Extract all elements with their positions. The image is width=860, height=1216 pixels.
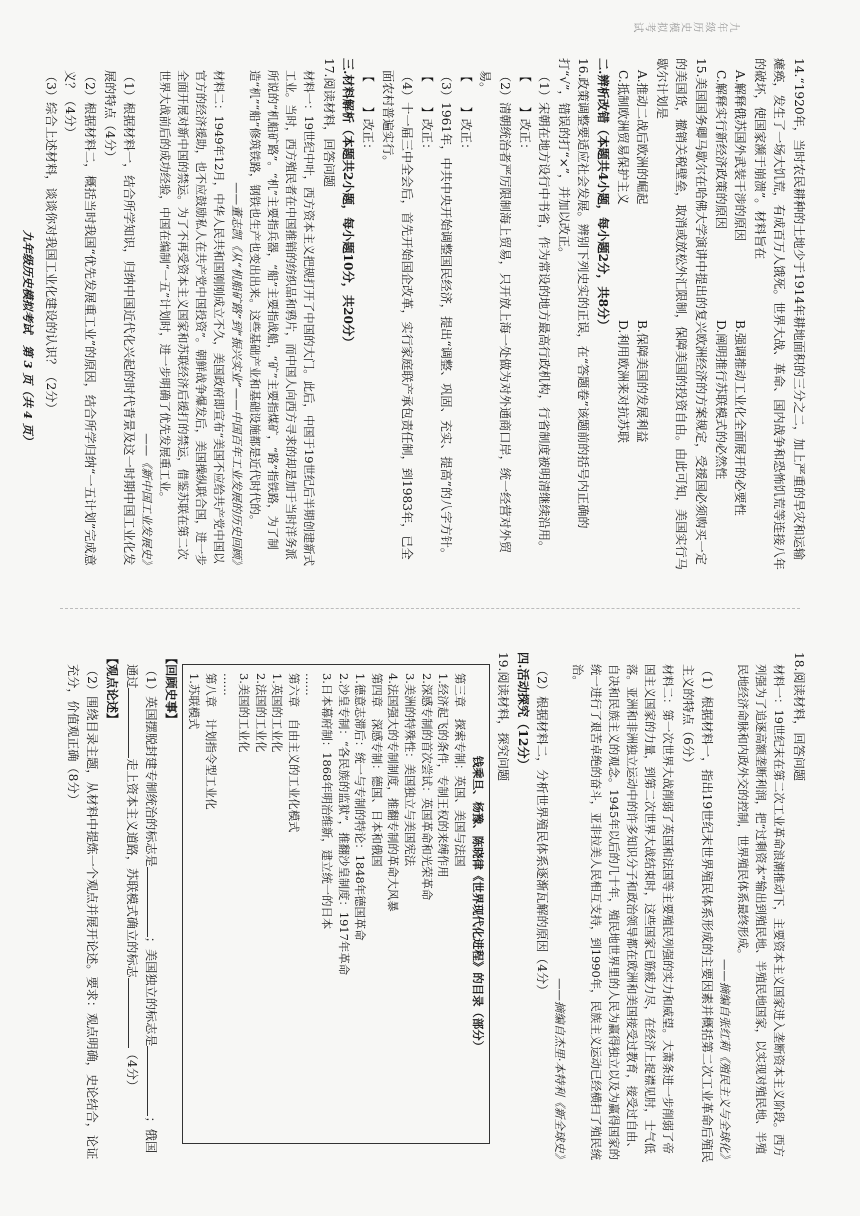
q18-question-1: （1）根据材料一，指出19世纪末世界殖民体系形成的主要因素并概括第二次工业革命后殖民主义的特点（6分） [680, 664, 715, 1163]
q17-material-1-source: ——董志凯《从“机船矿路”到“振兴实业”——中国百年工业发展的历史回顾》 [230, 182, 245, 570]
q14-option-a[interactable]: A.解释俄苏国外武装干涉的原因 [733, 70, 748, 242]
q18-material-2-source: ——摘编自杰里·本特利《新全球史》 [553, 978, 568, 1164]
q19-q1-part-c: ；俄国通过 [124, 664, 159, 1154]
q17-question-3: （3）综合上述材料，谈谈你对我国工业化建设的认识？（2分） [43, 70, 58, 415]
q19-question-1 [121, 652, 160, 1164]
q19-q1-part-d: 走上资本主义道路，苏联模式确立的标志 [124, 758, 139, 978]
section-3-heading: 三.材料解析（本题共2小题，每小题10分，共20分） [341, 58, 356, 349]
q16-answer-4[interactable]: 【 】改正： [360, 70, 375, 156]
q17-material-2: 材料二：1949年12月，中华人民共和国刚刚成立不久，美国政府即宣布“美国不应给共产党中国以官方的经济援助，也不应鼓励私人在共产党中国投资”。朝鲜战争爆发后，美国操纵联合国，进一步全面开展对新中国的禁运。为了不再受资本主义国家和苏联经济后援打的禁运，借鉴苏联在第二次世界大战前后的成功经验，中国在编制“一五”计划时，进一步明确了优先发展重工业。 [158, 70, 227, 566]
toc-entry: 4.法国强大的专制制度，推翻专制的革命大风暴 [386, 673, 401, 912]
q18-material-1: 材料一：19世纪末在第二次工业革命浪潮推动下，主要资本主义国家进入垄断资本主义阶段。西方列强为了追逐高额垄断利润，把“过剩资本”输出到殖民地、半殖民地国家，以实现对殖民地、半殖民地经济命脉和内政外交的控制，世界殖民体系最终形成。 [736, 664, 787, 1157]
q15-option-b[interactable]: B.保障美国的发展利益 [635, 320, 650, 443]
table-of-contents-box [182, 664, 491, 1144]
q17-material-1: 材料一：19世纪中叶，西方资本主义把规打开了中国的大门。此后，中国于19世纪后半期创建新式工业。当时，西方殖民者在中国推销的纺织品和鸦片，而中国人向西方寻求的却是加于当时洋务派所说的“机船矿路”。“机”主要指兵器，“船”主要指战船，“矿”主要指煤矿，“路”指铁路，为了制造“机”“船”修筑铁路，钢铁也生产也变出出来。这些基础产业和基础设施都是近代时代的。 [248, 70, 317, 567]
toc-entry: 3.美国的工业化 [237, 673, 252, 753]
q16-item-3: （3）1961年，中共中央开始调整国民经济，提出“调整、巩固、充实、提高”的八字方针。 [439, 70, 454, 560]
section-2-heading: 二.辨析改错（本题共4小题，每小题2分，共8分） [596, 58, 611, 332]
blank-2[interactable] [147, 1046, 160, 1116]
toc-entry: 1.苏联模式 [187, 673, 202, 730]
toc-entry: …… [303, 673, 318, 696]
toc-entry: …… [220, 673, 235, 696]
q14-option-d[interactable]: D.阐明推行苏联模式的必然性 [713, 320, 728, 480]
q19-q1-part-a: （1）英国摆脱封建专制统治的标志是 [144, 664, 159, 867]
right-column [38, 652, 808, 1164]
q14-option-b[interactable]: B.强调推动工业化全面展开的必要性 [733, 320, 748, 516]
q16-answer-3[interactable]: 【 】改正： [419, 70, 434, 156]
toc-entry: 1.经济起飞的条件，专制王权的来缚作用 [436, 673, 451, 878]
column-divider [60, 608, 800, 609]
q18-stem: 18.阅读材料，回答问题 [792, 652, 806, 782]
q14-stem: 14.“1920年，当时农民耕种的土地少于1914年耕地面积的三分之二，加上严重的旱灾和运输瘫痪，发生了一场大饥荒，有成百万人饿死。世界大战、革命、国内战争和恐怖饥荒等连接八年的破坏，使国家濒于崩溃”。材料旨在 [752, 58, 806, 570]
q18-question-2: （2）根据材料二，分析世界殖民体系逐渐瓦解的原因（4分） [535, 664, 550, 997]
toc-entry: 3.日本幕府制：1868年明治维新，建立统一的日本 [320, 673, 335, 930]
q15-option-c[interactable]: C.抵制欧洲贸易保护主义 [615, 70, 630, 205]
q17-material-2-source: ——《新中国工业发展史》 [140, 433, 155, 570]
q18-material-1-source: ——摘编自张红莉《殖民主义与全球化》 [718, 958, 733, 1164]
q16-item-1: （1）宋朝在地方设行中书省，作为常设的地方最高行政机构，行省制度被明清继续沿用。 [537, 70, 552, 554]
q16-answer-1[interactable]: 【 】改正： [517, 70, 532, 156]
page-footer: 九年级历史模拟考试 第 3 页（共 4 页） [21, 230, 35, 447]
q16-answer-2[interactable]: 【 】改正： [458, 70, 473, 156]
q15-option-d[interactable]: D.利用欧洲来对抗苏联 [615, 320, 630, 443]
q15-stem: 15.美国国务卿马歇尔在哈佛大学演讲中提出的复兴欧洲经济的方案规定，受援国必须购买一定的美国货，撤销关税壁垒，取消或放松外汇限制，保障美国的投资自由。由此可知，美国实行马歇尔计划是 [654, 58, 709, 570]
margin-seal-text: 九年级历史模拟考试 [632, 22, 740, 35]
toc-entry: 第八章 计划指令型工业化 [203, 673, 218, 810]
blank-4[interactable] [128, 978, 141, 1048]
q19-q1-part-b: ；美国独立的标志是 [144, 936, 159, 1047]
toc-entry: 2.深感专制的首次尝试：英国革命和光荣革命 [419, 673, 434, 901]
toc-entry: 1.德意志滞后：统一与专制的特论：1848年德国革命 [353, 673, 368, 941]
review-heading: 【回顾史事】 [163, 652, 178, 726]
q18-material-2: 材料二：第一次世界大战削弱了英国和法国等主要殖民列强的实力和威望。大萧条进一步削弱了帝国主义国家的力量，到第二次世界大战结束时，这些国家已筋疲力尽，在经济上捉襟见肘，士气低落。亚洲和非洲独立运动中的许多知识分子和政治领导都在欧洲和美国接受过教育，接受过自由、自决和民族主义的观念。1945年以后的几十年，殖民地世界里的人民为赢得独立以及为赢得国家的统一进行了艰苦卓绝的奋斗，亚非拉美人民相互支持，到1990年，民族主义运动已经横扫了殖民统治。 [571, 664, 676, 1161]
argument-heading: 【观点论述】 [104, 652, 119, 726]
toc-entry: 第六章 自由主义的工业化模式 [286, 673, 301, 833]
q19-stem: 19.阅读材料，探究问题 [496, 652, 511, 782]
toc-entry: 3.美洲的特殊性：美国独立与美国宪法 [403, 673, 418, 867]
q15-options [612, 58, 651, 570]
q19-question-2: （2）围绕目录主题，从材料中提炼一个观点并展开论述。要求：观点明确，史论结合，论证充分，价值观正确（8分） [65, 664, 100, 1160]
left-column [38, 58, 808, 570]
q17-question-1: （1）根据材料一，结合所学知识，归纳中国近代化兴起的时代背景及这一时期中国工业化发展的特点（4分） [102, 70, 137, 566]
toc-caption: 钱乘旦、杨豫、陈晓律《世界现代化进程》的目录（部分） [471, 755, 486, 1053]
q19-q1-part-e: （4分） [124, 1047, 139, 1093]
q15-option-a[interactable]: A.推动二战后欧洲的崛起 [635, 70, 650, 205]
toc-entry: 2.沙皇专制：“各民族的监狱”，推翻沙皇制度：1917年革命 [336, 673, 351, 976]
toc-entry: 1.英国的工业化 [270, 673, 285, 753]
q14-option-c[interactable]: C.解释实行新经济政策的原因 [713, 70, 728, 230]
toc-entry: 第三章 探索专制：英国、美国与法国 [452, 673, 467, 867]
blank-1[interactable] [147, 867, 160, 937]
q16-item-2: （2）清朝统治者严厉限制海上贸易，只开放上海一处做为对外通商口岸，统一经营对外贸易。 [478, 70, 513, 554]
q17-stem: 17.阅读材料，回答问题 [321, 58, 336, 188]
blank-3[interactable] [128, 688, 141, 758]
q16-item-4: （4）十一届三中全会后，首先开始国企改革，实行家庭联产承包责任制，到1983年，已全面农村普遍实行。 [380, 70, 415, 560]
toc-list [186, 673, 468, 1135]
q17-question-2: （2）根据材料二，概括当时我国“优先发展重工业”的原因，结合所学归纳“一五计划”完成意义？（4分） [63, 70, 97, 566]
toc-entry: 2.法国的工业化 [253, 673, 268, 753]
section-4-heading: 四.活动探究（12分） [515, 652, 530, 771]
q16-stem: 16.政策调整要适应社会发展。辨别下列史实的正误，在“答题卷”该题前的括号内正确的打“√”，错误的打“×”，并加以改正。 [556, 58, 591, 529]
toc-entry: 第四章 深感专制：德国、日本和俄国 [369, 673, 384, 867]
q14-options [710, 58, 749, 570]
